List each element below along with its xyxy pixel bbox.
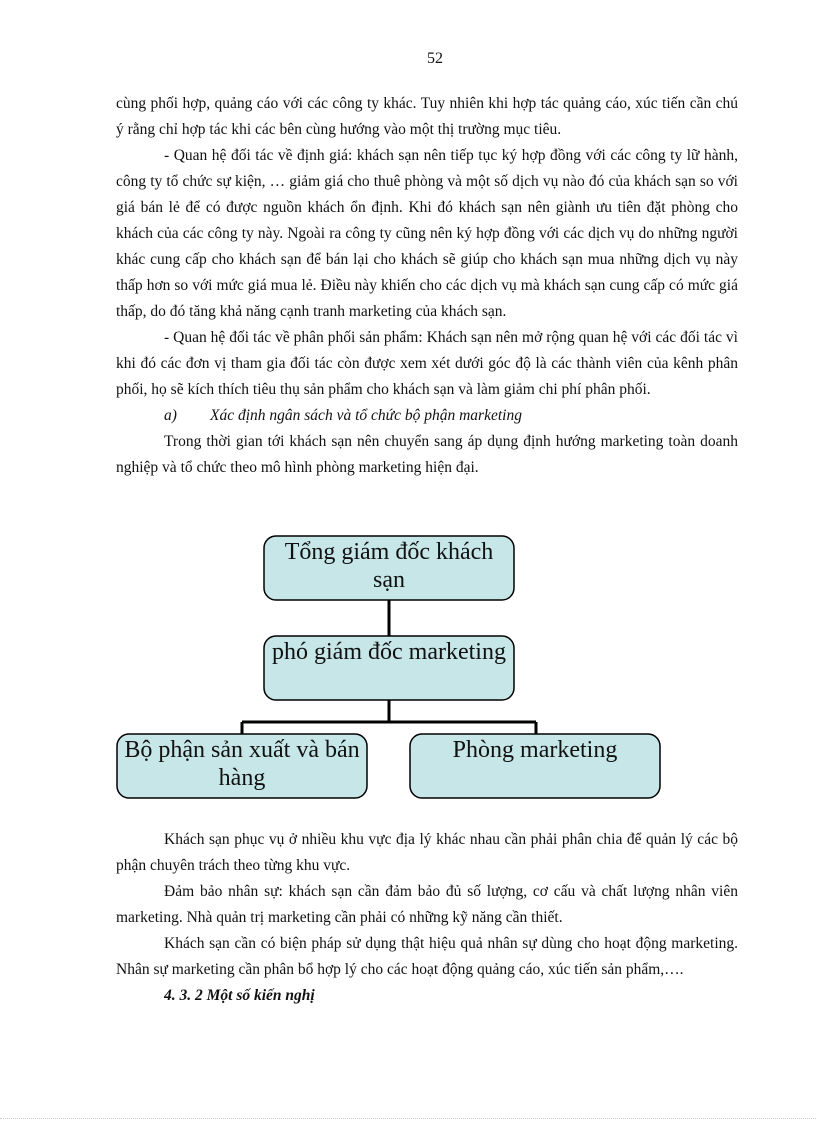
org-node-marketing-vp-label: phó giám đốc marketing	[272, 639, 506, 665]
org-node-ceo-label-line1: Tổng giám đốc khách	[284, 539, 494, 565]
paragraph-pricing-partnership: - Quan hệ đối tác về định giá: khách sạn nên tiếp tục ký hợp đồng với các công ty lữ hành, công ty tổ chức sự kiện, … giảm giá cho thuê phòng và một số dịch vụ nào đó của khách sạn so với giá bán lẻ để có được nguồn khách ổn định. Khi đó khách sạn nên giành ưu tiên đặt phòng cho khách của các công ty này. Ngoài ra công ty cũng nên ký hợp đồng với các dịch vụ do những người khác cung cấp cho khách sạn để bán lại cho khách sẽ giúp cho khách sạn mua những dịch vụ này thấp hơn so với mức giá mua lẻ. Điều này khiến cho các dịch vụ mà khách sạn cung cấp có mức giá thấp, do đó tăng khả năng cạnh tranh marketing của khách sạn.	[116, 147, 738, 320]
org-node-ceo-label-line2: sạn	[373, 567, 405, 593]
paragraph-distribution-partnership: - Quan hệ đối tác về phân phối sản phẩm: Khách sạn nên mở rộng quan hệ với các đối tác vì khi đó các đơn vị tham gia đối tác còn được xem xét dưới góc độ là các thành viên của kênh phân phối, họ sẽ kích thích tiêu thụ sản phẩm cho khách sạn và làm giảm chi phí phân phối.	[116, 329, 738, 398]
paragraph-staffing: Đảm bảo nhân sự: khách sạn cần đảm bảo đủ số lượng, cơ cấu và chất lượng nhân viên marketing. Nhà quản trị marketing cần phải có những kỹ năng cần thiết.	[116, 883, 738, 926]
section-heading: 4. 3. 2 Một số kiến nghị	[164, 987, 315, 1004]
org-node-sales-production-label-line1: Bộ phận sản xuất và bán	[124, 737, 360, 763]
subheading-text: Xác định ngân sách và tổ chức bộ phận marketing	[210, 407, 522, 424]
paragraph-intro: Trong thời gian tới khách sạn nên chuyển sang áp dụng định hướng marketing toàn doanh nghiệp và tổ chức theo mô hình phòng marketing hiện đại.	[116, 433, 738, 476]
subheading-marker: a)	[164, 407, 177, 424]
page-number: 52	[427, 50, 443, 67]
paragraph: cùng phối hợp, quảng cáo với các công ty khác. Tuy nhiên khi hợp tác quảng cáo, xúc tiến cần chú ý rằng chỉ hợp tác khi các bên cùng hướng vào một thị trường mục tiêu.	[116, 95, 738, 138]
paragraph-staff-allocation: Khách sạn cần có biện pháp sử dụng thật hiệu quả nhân sự dùng cho hoạt động marketing. Nhân sự marketing cần phân bổ hợp lý cho các hoạt động quảng cáo, xúc tiến sản phẩm,….	[116, 935, 738, 978]
body-text-bottom	[116, 827, 738, 1009]
org-node-marketing-department-label: Phòng marketing	[452, 737, 618, 763]
org-node-sales-production-label-line2: hàng	[218, 765, 266, 791]
page-bottom-rule	[0, 1118, 816, 1119]
paragraph-regions: Khách sạn phục vụ ở nhiều khu vực địa lý khác nhau cần phải phân chia để quản lý các bộ phận chuyên trách theo từng khu vực.	[116, 831, 738, 874]
